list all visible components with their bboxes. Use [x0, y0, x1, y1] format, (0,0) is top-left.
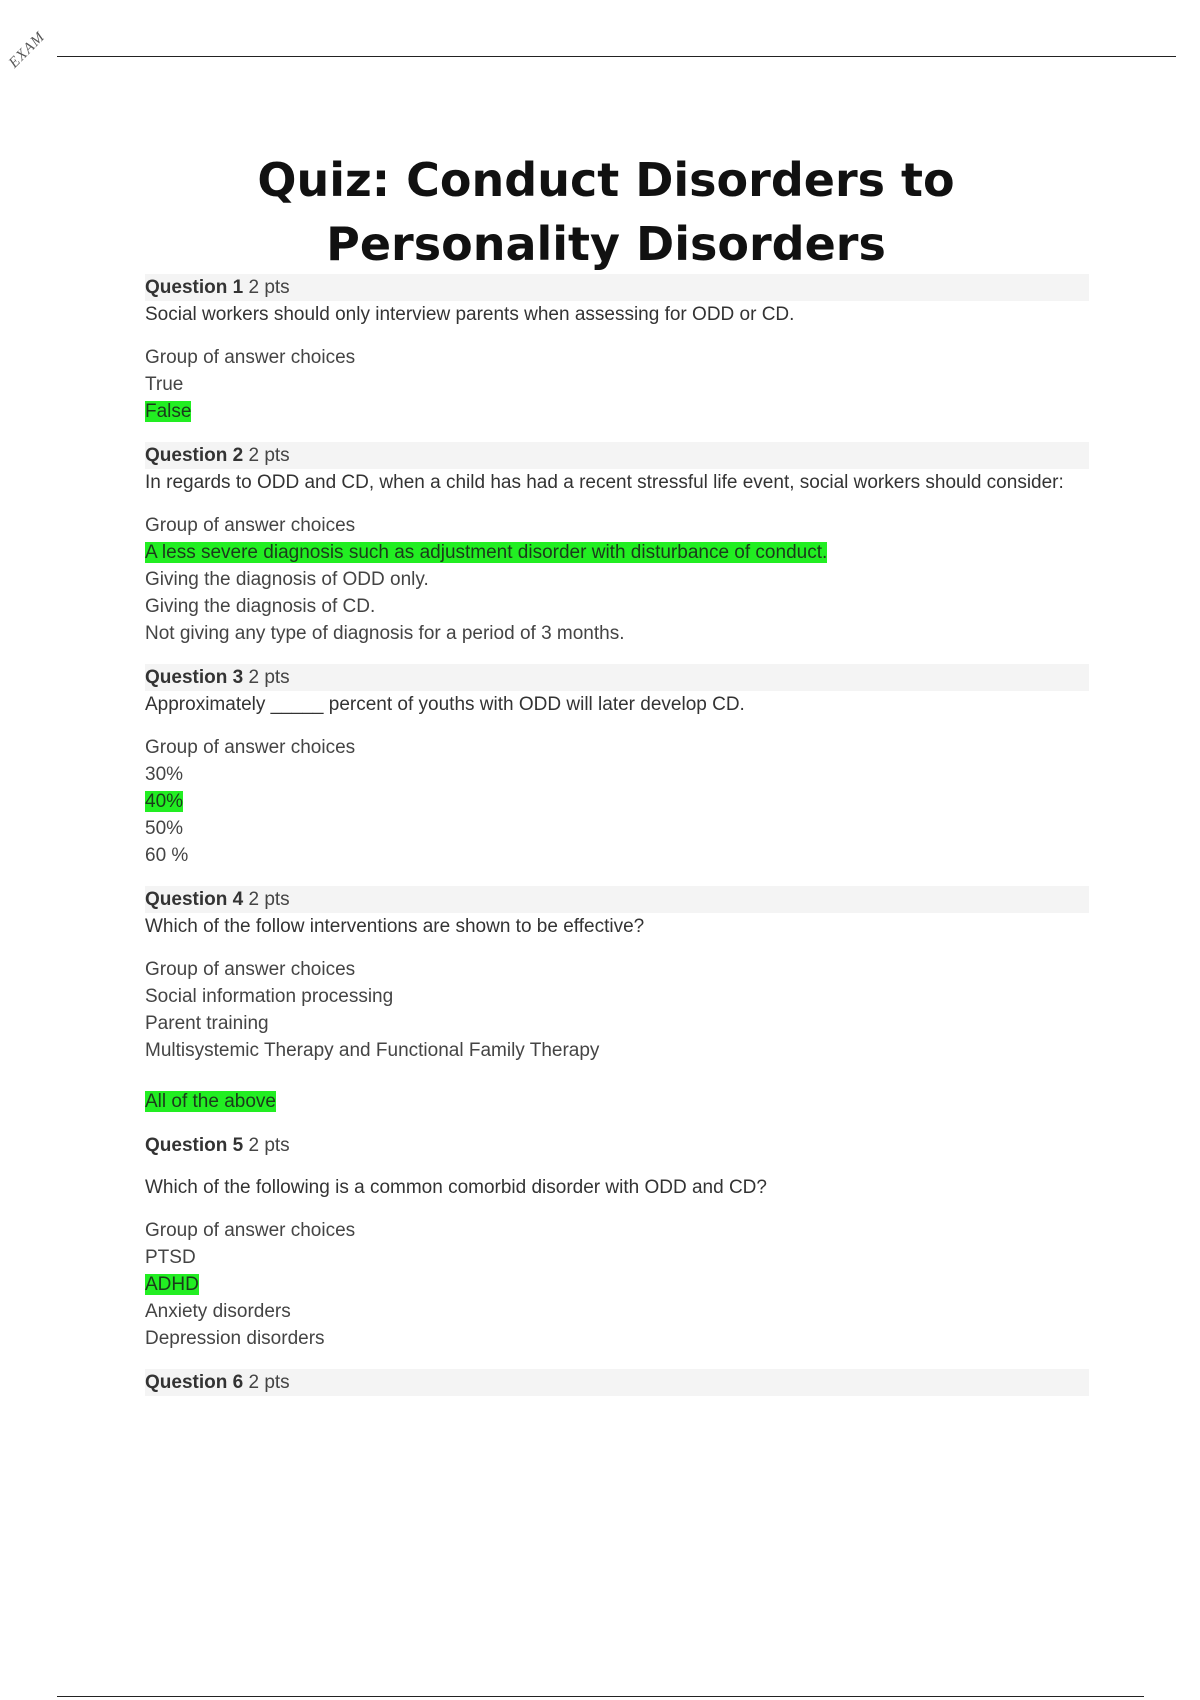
answer-group-label: Group of answer choices — [145, 737, 356, 758]
question-2 — [145, 442, 1089, 647]
answer-choice[interactable]: Anxiety disorders — [145, 1301, 291, 1322]
question-number: Question 1 — [145, 277, 244, 298]
answer-choice-correct[interactable] — [145, 1088, 1089, 1115]
correct-highlight: All of the above — [145, 1091, 276, 1112]
answer-choice[interactable]: Multisystemic Therapy and Functional Family Therapy — [145, 1040, 600, 1061]
answer-choice-correct[interactable] — [145, 1271, 1089, 1298]
header-rule — [57, 56, 1176, 57]
answer-choice[interactable]: 60 % — [145, 845, 189, 866]
question-1 — [145, 274, 1089, 425]
answer-choice[interactable]: PTSD — [145, 1247, 196, 1268]
answer-choice[interactable]: Parent training — [145, 1013, 269, 1034]
answer-choice-correct[interactable] — [145, 539, 1089, 566]
answer-choice[interactable]: True — [145, 374, 184, 395]
question-4 — [145, 886, 1089, 1115]
answer-group-label: Group of answer choices — [145, 515, 356, 536]
answer-choice[interactable]: Depression disorders — [145, 1328, 325, 1349]
footer-rule — [57, 1696, 1144, 1697]
answer-choice-correct[interactable] — [145, 398, 1089, 425]
exam-watermark: EXAM — [6, 28, 49, 72]
answer-choice[interactable]: Giving the diagnosis of ODD only. — [145, 569, 429, 590]
question-6 — [145, 1369, 1089, 1396]
quiz-content — [145, 274, 1089, 1396]
question-number: Question 3 — [145, 667, 244, 688]
question-3 — [145, 664, 1089, 869]
question-text: Social workers should only interview parents when assessing for ODD or CD. — [145, 304, 795, 325]
correct-highlight: ADHD — [145, 1274, 199, 1295]
question-text: Which of the following is a common comorbid disorder with ODD and CD? — [145, 1177, 767, 1198]
question-number: Question 5 — [145, 1135, 244, 1156]
question-header — [145, 664, 1089, 691]
question-header — [145, 1132, 1089, 1159]
answer-choice[interactable]: Social information processing — [145, 986, 394, 1007]
question-points: 2 pts — [248, 667, 290, 688]
question-number: Question 4 — [145, 889, 244, 910]
correct-highlight: 40% — [145, 791, 184, 812]
question-header — [145, 442, 1089, 469]
question-text: Which of the follow interventions are shown to be effective? — [145, 916, 645, 937]
question-points: 2 pts — [248, 1372, 290, 1393]
answer-choice-correct[interactable] — [145, 788, 1089, 815]
question-points: 2 pts — [248, 1135, 290, 1156]
question-number: Question 6 — [145, 1372, 244, 1393]
answer-choice[interactable]: 30% — [145, 764, 184, 785]
answer-choice[interactable]: Not giving any type of diagnosis for a period of 3 months. — [145, 623, 625, 644]
correct-highlight: A less severe diagnosis such as adjustment disorder with disturbance of conduct. — [145, 542, 828, 563]
question-header — [145, 274, 1089, 301]
question-points: 2 pts — [248, 277, 290, 298]
answer-group-label: Group of answer choices — [145, 347, 356, 368]
question-text: In regards to ODD and CD, when a child has had a recent stressful life event, social workers should consider: — [145, 472, 1064, 493]
answer-group-label: Group of answer choices — [145, 1220, 356, 1241]
question-points: 2 pts — [248, 889, 290, 910]
question-number: Question 2 — [145, 445, 244, 466]
question-text: Approximately _____ percent of youths with ODD will later develop CD. — [145, 694, 745, 715]
question-header — [145, 1369, 1089, 1396]
question-header — [145, 886, 1089, 913]
answer-choice[interactable]: 50% — [145, 818, 184, 839]
answer-group-label: Group of answer choices — [145, 959, 356, 980]
question-points: 2 pts — [248, 445, 290, 466]
correct-highlight: False — [145, 401, 192, 422]
page-title: Quiz: Conduct Disorders to Personality Disorders — [257, 153, 955, 271]
answer-choice[interactable]: Giving the diagnosis of CD. — [145, 596, 376, 617]
question-5 — [145, 1132, 1089, 1352]
